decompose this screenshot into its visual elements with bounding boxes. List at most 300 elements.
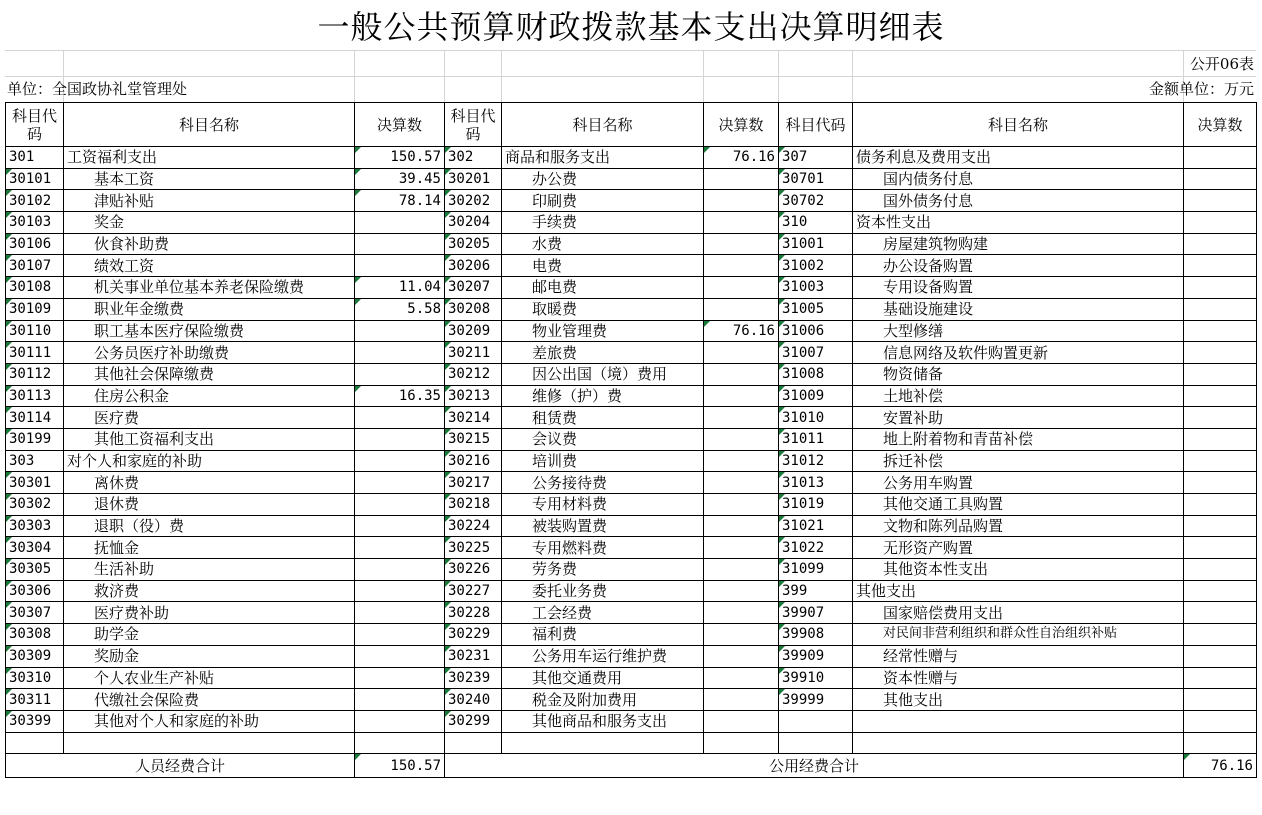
amount-cell	[355, 732, 445, 754]
header-name: 科目名称	[502, 103, 704, 147]
sheet-gridline	[5, 76, 1256, 77]
table-row	[6, 559, 1257, 581]
table-row	[6, 450, 1257, 472]
code-cell: 301	[6, 147, 64, 169]
name-cell: 地上附着物和青苗补偿	[853, 428, 1184, 450]
amount-cell	[1184, 580, 1257, 602]
table-row	[6, 667, 1257, 689]
code-cell: 310	[779, 212, 853, 234]
name-cell: 会议费	[502, 428, 704, 450]
amount-cell	[355, 363, 445, 385]
amount-cell	[1184, 385, 1257, 407]
code-cell: 31009	[779, 385, 853, 407]
amount-cell	[1184, 624, 1257, 646]
name-cell: 物资储备	[853, 363, 1184, 385]
name-cell: 其他支出	[853, 689, 1184, 711]
code-cell: 31006	[779, 320, 853, 342]
name-cell: 其他对个人和家庭的补助	[64, 710, 355, 732]
amount-cell: 150.57	[355, 147, 445, 169]
name-cell: 其他支出	[853, 580, 1184, 602]
name-cell: 国外债务付息	[853, 190, 1184, 212]
table-row	[6, 277, 1257, 299]
code-cell: 30207	[445, 277, 502, 299]
amount-cell	[1184, 190, 1257, 212]
amount-cell	[1184, 732, 1257, 754]
code-cell: 30305	[6, 559, 64, 581]
amount-cell	[1184, 559, 1257, 581]
name-cell: 培训费	[502, 450, 704, 472]
name-cell: 退职（役）费	[64, 515, 355, 537]
code-cell: 30303	[6, 515, 64, 537]
name-cell: 奖金	[64, 212, 355, 234]
form-number: 公开06表	[1189, 55, 1254, 73]
amount-cell	[704, 537, 779, 559]
amount-cell	[355, 320, 445, 342]
code-cell: 399	[779, 580, 853, 602]
amount-cell	[1184, 689, 1257, 711]
amount-cell	[355, 342, 445, 364]
header-name: 科目名称	[853, 103, 1184, 147]
name-cell: 工会经费	[502, 602, 704, 624]
table-row	[6, 385, 1257, 407]
table-row	[6, 602, 1257, 624]
code-cell: 30226	[445, 559, 502, 581]
header-code: 科目代码	[779, 103, 853, 147]
name-cell: 其他商品和服务支出	[502, 710, 704, 732]
code-cell	[6, 732, 64, 754]
amount-cell	[355, 645, 445, 667]
name-cell: 专用材料费	[502, 494, 704, 516]
sheet-gridline	[852, 50, 853, 102]
amount-cell	[355, 710, 445, 732]
amount-cell: 39.45	[355, 168, 445, 190]
code-cell: 30102	[6, 190, 64, 212]
name-cell: 职业年金缴费	[64, 298, 355, 320]
code-cell	[779, 732, 853, 754]
amount-cell	[704, 255, 779, 277]
code-cell: 30213	[445, 385, 502, 407]
amount-cell: 11.04	[355, 277, 445, 299]
code-cell: 30701	[779, 168, 853, 190]
code-cell: 307	[779, 147, 853, 169]
code-cell: 30211	[445, 342, 502, 364]
header-code: 科目代码	[445, 103, 502, 147]
code-cell: 30306	[6, 580, 64, 602]
name-cell: 大型修缮	[853, 320, 1184, 342]
amount-cell	[355, 515, 445, 537]
code-cell: 31010	[779, 407, 853, 429]
amount-cell	[1184, 255, 1257, 277]
table-row	[6, 298, 1257, 320]
code-cell: 31001	[779, 233, 853, 255]
amount-cell	[355, 602, 445, 624]
amount-cell	[355, 255, 445, 277]
amount-cell	[704, 689, 779, 711]
amount-cell	[704, 624, 779, 646]
code-cell: 30106	[6, 233, 64, 255]
name-cell: 福利费	[502, 624, 704, 646]
table-row	[6, 407, 1257, 429]
code-cell: 30112	[6, 363, 64, 385]
code-cell: 39909	[779, 645, 853, 667]
page-title: 一般公共预算财政拨款基本支出决算明细表	[317, 8, 945, 46]
amount-cell	[1184, 168, 1257, 190]
code-cell	[779, 710, 853, 732]
code-cell: 31019	[779, 494, 853, 516]
code-cell: 39907	[779, 602, 853, 624]
amount-cell	[1184, 363, 1257, 385]
name-cell: 离休费	[64, 472, 355, 494]
amount-cell	[704, 667, 779, 689]
header-row	[6, 103, 1257, 147]
code-cell: 30231	[445, 645, 502, 667]
name-cell: 印刷费	[502, 190, 704, 212]
amount-cell	[355, 667, 445, 689]
name-cell: 工资福利支出	[64, 147, 355, 169]
code-cell: 30113	[6, 385, 64, 407]
code-cell: 30205	[445, 233, 502, 255]
table-row	[6, 494, 1257, 516]
name-cell: 公务用车购置	[853, 472, 1184, 494]
amount-cell	[1184, 515, 1257, 537]
code-cell: 31013	[779, 472, 853, 494]
table-row	[6, 689, 1257, 711]
name-cell: 劳务费	[502, 559, 704, 581]
name-cell: 津贴补贴	[64, 190, 355, 212]
name-cell: 办公设备购置	[853, 255, 1184, 277]
name-cell: 基本工资	[64, 168, 355, 190]
table-row	[6, 732, 1257, 754]
code-cell: 30225	[445, 537, 502, 559]
name-cell: 其他工资福利支出	[64, 428, 355, 450]
table-row	[6, 472, 1257, 494]
code-cell: 30199	[6, 428, 64, 450]
table-row	[6, 428, 1257, 450]
name-cell: 水费	[502, 233, 704, 255]
code-cell: 30299	[445, 710, 502, 732]
name-cell: 房屋建筑物购建	[853, 233, 1184, 255]
table-row	[6, 212, 1257, 234]
name-cell: 住房公积金	[64, 385, 355, 407]
name-cell: 其他交通工具购置	[853, 494, 1184, 516]
code-cell: 30201	[445, 168, 502, 190]
table-row	[6, 190, 1257, 212]
code-cell: 30111	[6, 342, 64, 364]
name-cell: 公务接待费	[502, 472, 704, 494]
table-row	[6, 255, 1257, 277]
code-cell: 30304	[6, 537, 64, 559]
name-cell: 安置补助	[853, 407, 1184, 429]
name-cell: 专用设备购置	[853, 277, 1184, 299]
code-cell: 31008	[779, 363, 853, 385]
name-cell: 职工基本医疗保险缴费	[64, 320, 355, 342]
name-cell: 商品和服务支出	[502, 147, 704, 169]
amount-cell	[355, 450, 445, 472]
amount-cell	[355, 428, 445, 450]
table-row	[6, 168, 1257, 190]
name-cell: 退休费	[64, 494, 355, 516]
code-cell: 30399	[6, 710, 64, 732]
code-cell: 30202	[445, 190, 502, 212]
code-cell: 30310	[6, 667, 64, 689]
code-cell: 30107	[6, 255, 64, 277]
amount-cell: 5.58	[355, 298, 445, 320]
name-cell: 国内债务付息	[853, 168, 1184, 190]
name-cell: 救济费	[64, 580, 355, 602]
sheet-gridline	[501, 50, 502, 102]
code-cell: 30240	[445, 689, 502, 711]
amount-cell	[704, 710, 779, 732]
amount-cell	[1184, 277, 1257, 299]
code-cell: 30301	[6, 472, 64, 494]
code-cell: 39910	[779, 667, 853, 689]
code-cell: 30308	[6, 624, 64, 646]
table-row	[6, 710, 1257, 732]
name-cell: 抚恤金	[64, 537, 355, 559]
amount-cell	[1184, 342, 1257, 364]
code-cell: 31003	[779, 277, 853, 299]
name-cell	[502, 732, 704, 754]
name-cell	[853, 732, 1184, 754]
code-cell: 31011	[779, 428, 853, 450]
code-cell: 31002	[779, 255, 853, 277]
personnel-total-label: 人员经费合计	[6, 754, 355, 778]
amount-cell	[355, 580, 445, 602]
table-row	[6, 320, 1257, 342]
amount-cell	[704, 450, 779, 472]
code-cell: 30228	[445, 602, 502, 624]
name-cell: 手续费	[502, 212, 704, 234]
code-cell: 30302	[6, 494, 64, 516]
amount-unit-label: 金额单位：万元	[1148, 80, 1254, 98]
code-cell: 30114	[6, 407, 64, 429]
amount-cell	[1184, 472, 1257, 494]
code-cell: 30212	[445, 363, 502, 385]
amount-cell	[1184, 320, 1257, 342]
amount-cell	[355, 212, 445, 234]
code-cell: 31005	[779, 298, 853, 320]
code-cell: 30109	[6, 298, 64, 320]
amount-cell	[704, 645, 779, 667]
amount-cell	[1184, 494, 1257, 516]
amount-cell	[704, 363, 779, 385]
amount-cell	[1184, 450, 1257, 472]
code-cell: 30214	[445, 407, 502, 429]
name-cell: 维修（护）费	[502, 385, 704, 407]
code-cell: 30307	[6, 602, 64, 624]
code-cell: 30224	[445, 515, 502, 537]
code-cell: 30239	[445, 667, 502, 689]
code-cell: 30215	[445, 428, 502, 450]
amount-cell	[704, 472, 779, 494]
amount-cell	[1184, 645, 1257, 667]
table-row	[6, 147, 1257, 169]
name-cell: 助学金	[64, 624, 355, 646]
amount-cell	[704, 602, 779, 624]
table-row	[6, 624, 1257, 646]
amount-cell	[704, 407, 779, 429]
name-cell: 被装购置费	[502, 515, 704, 537]
name-cell: 邮电费	[502, 277, 704, 299]
unit-label: 单位：全国政协礼堂管理处	[7, 80, 188, 98]
code-cell: 303	[6, 450, 64, 472]
amount-cell: 78.14	[355, 190, 445, 212]
amount-cell	[704, 559, 779, 581]
public-total-value: 76.16	[1184, 754, 1257, 778]
table-row	[6, 233, 1257, 255]
amount-cell	[1184, 667, 1257, 689]
name-cell: 机关事业单位基本养老保险缴费	[64, 277, 355, 299]
sheet-gridline	[5, 50, 1256, 51]
code-cell: 30702	[779, 190, 853, 212]
name-cell: 专用燃料费	[502, 537, 704, 559]
code-cell: 30217	[445, 472, 502, 494]
name-cell: 差旅费	[502, 342, 704, 364]
name-cell: 租赁费	[502, 407, 704, 429]
code-cell: 30311	[6, 689, 64, 711]
name-cell: 资本性支出	[853, 212, 1184, 234]
name-cell: 文物和陈列品购置	[853, 515, 1184, 537]
name-cell: 绩效工资	[64, 255, 355, 277]
name-cell: 其他社会保障缴费	[64, 363, 355, 385]
amount-cell	[355, 537, 445, 559]
code-cell: 30103	[6, 212, 64, 234]
table-row	[6, 363, 1257, 385]
amount-cell	[704, 385, 779, 407]
name-cell: 办公费	[502, 168, 704, 190]
name-cell: 取暖费	[502, 298, 704, 320]
amount-cell	[355, 233, 445, 255]
code-cell: 31007	[779, 342, 853, 364]
amount-cell	[355, 472, 445, 494]
name-cell: 其他交通费用	[502, 667, 704, 689]
name-cell: 债务利息及费用支出	[853, 147, 1184, 169]
code-cell	[445, 732, 502, 754]
amount-cell	[704, 277, 779, 299]
code-cell: 30108	[6, 277, 64, 299]
public-total-label: 公用经费合计	[445, 754, 1184, 778]
header-amount: 决算数	[1184, 103, 1257, 147]
header-amount: 决算数	[704, 103, 779, 147]
amount-cell	[704, 298, 779, 320]
name-cell: 其他资本性支出	[853, 559, 1184, 581]
amount-cell	[704, 732, 779, 754]
code-cell: 30206	[445, 255, 502, 277]
table-row	[6, 537, 1257, 559]
code-cell: 302	[445, 147, 502, 169]
name-cell: 伙食补助费	[64, 233, 355, 255]
amount-cell: 76.16	[704, 147, 779, 169]
name-cell: 拆迁补偿	[853, 450, 1184, 472]
header-amount: 决算数	[355, 103, 445, 147]
amount-cell	[355, 559, 445, 581]
code-cell: 30229	[445, 624, 502, 646]
code-cell: 30101	[6, 168, 64, 190]
name-cell: 电费	[502, 255, 704, 277]
name-cell: 因公出国（境）费用	[502, 363, 704, 385]
amount-cell	[704, 494, 779, 516]
amount-cell	[704, 580, 779, 602]
code-cell: 30227	[445, 580, 502, 602]
amount-cell	[1184, 233, 1257, 255]
name-cell: 信息网络及软件购置更新	[853, 342, 1184, 364]
header-code: 科目代码	[6, 103, 64, 147]
amount-cell	[1184, 298, 1257, 320]
sheet-gridline	[444, 50, 445, 102]
table-row	[6, 342, 1257, 364]
amount-cell	[1184, 428, 1257, 450]
name-cell: 生活补助	[64, 559, 355, 581]
amount-cell	[704, 342, 779, 364]
amount-cell	[1184, 537, 1257, 559]
table-row	[6, 645, 1257, 667]
name-cell: 公务用车运行维护费	[502, 645, 704, 667]
header-name: 科目名称	[64, 103, 355, 147]
totals-row	[6, 754, 1257, 778]
name-cell: 医疗费补助	[64, 602, 355, 624]
expenditure-table	[5, 102, 1257, 778]
name-cell	[64, 732, 355, 754]
name-cell: 公务员医疗补助缴费	[64, 342, 355, 364]
amount-cell	[355, 407, 445, 429]
name-cell: 国家赔偿费用支出	[853, 602, 1184, 624]
name-cell: 无形资产购置	[853, 537, 1184, 559]
name-cell	[853, 710, 1184, 732]
amount-cell	[355, 689, 445, 711]
name-cell: 医疗费	[64, 407, 355, 429]
code-cell: 30204	[445, 212, 502, 234]
amount-cell	[704, 190, 779, 212]
code-cell: 30208	[445, 298, 502, 320]
amount-cell: 76.16	[704, 320, 779, 342]
code-cell: 30216	[445, 450, 502, 472]
name-cell: 代缴社会保险费	[64, 689, 355, 711]
amount-cell	[1184, 147, 1257, 169]
amount-cell	[1184, 407, 1257, 429]
name-cell: 物业管理费	[502, 320, 704, 342]
code-cell: 39908	[779, 624, 853, 646]
amount-cell	[704, 212, 779, 234]
amount-cell	[704, 233, 779, 255]
name-cell: 税金及附加费用	[502, 689, 704, 711]
name-cell: 个人农业生产补贴	[64, 667, 355, 689]
code-cell: 31022	[779, 537, 853, 559]
amount-cell	[1184, 212, 1257, 234]
amount-cell	[355, 624, 445, 646]
amount-cell	[704, 168, 779, 190]
amount-cell	[355, 494, 445, 516]
amount-cell	[704, 428, 779, 450]
name-cell: 对个人和家庭的补助	[64, 450, 355, 472]
amount-cell: 16.35	[355, 385, 445, 407]
code-cell: 31099	[779, 559, 853, 581]
sheet-gridline	[703, 50, 704, 102]
personnel-total-value: 150.57	[355, 754, 445, 778]
code-cell: 30209	[445, 320, 502, 342]
table-row	[6, 580, 1257, 602]
name-cell: 奖励金	[64, 645, 355, 667]
code-cell: 31021	[779, 515, 853, 537]
code-cell: 31012	[779, 450, 853, 472]
name-cell: 基础设施建设	[853, 298, 1184, 320]
code-cell: 39999	[779, 689, 853, 711]
code-cell: 30218	[445, 494, 502, 516]
name-cell: 经常性赠与	[853, 645, 1184, 667]
name-cell: 对民间非营利组织和群众性自治组织补贴	[853, 624, 1184, 646]
name-cell: 资本性赠与	[853, 667, 1184, 689]
amount-cell	[704, 515, 779, 537]
name-cell: 委托业务费	[502, 580, 704, 602]
